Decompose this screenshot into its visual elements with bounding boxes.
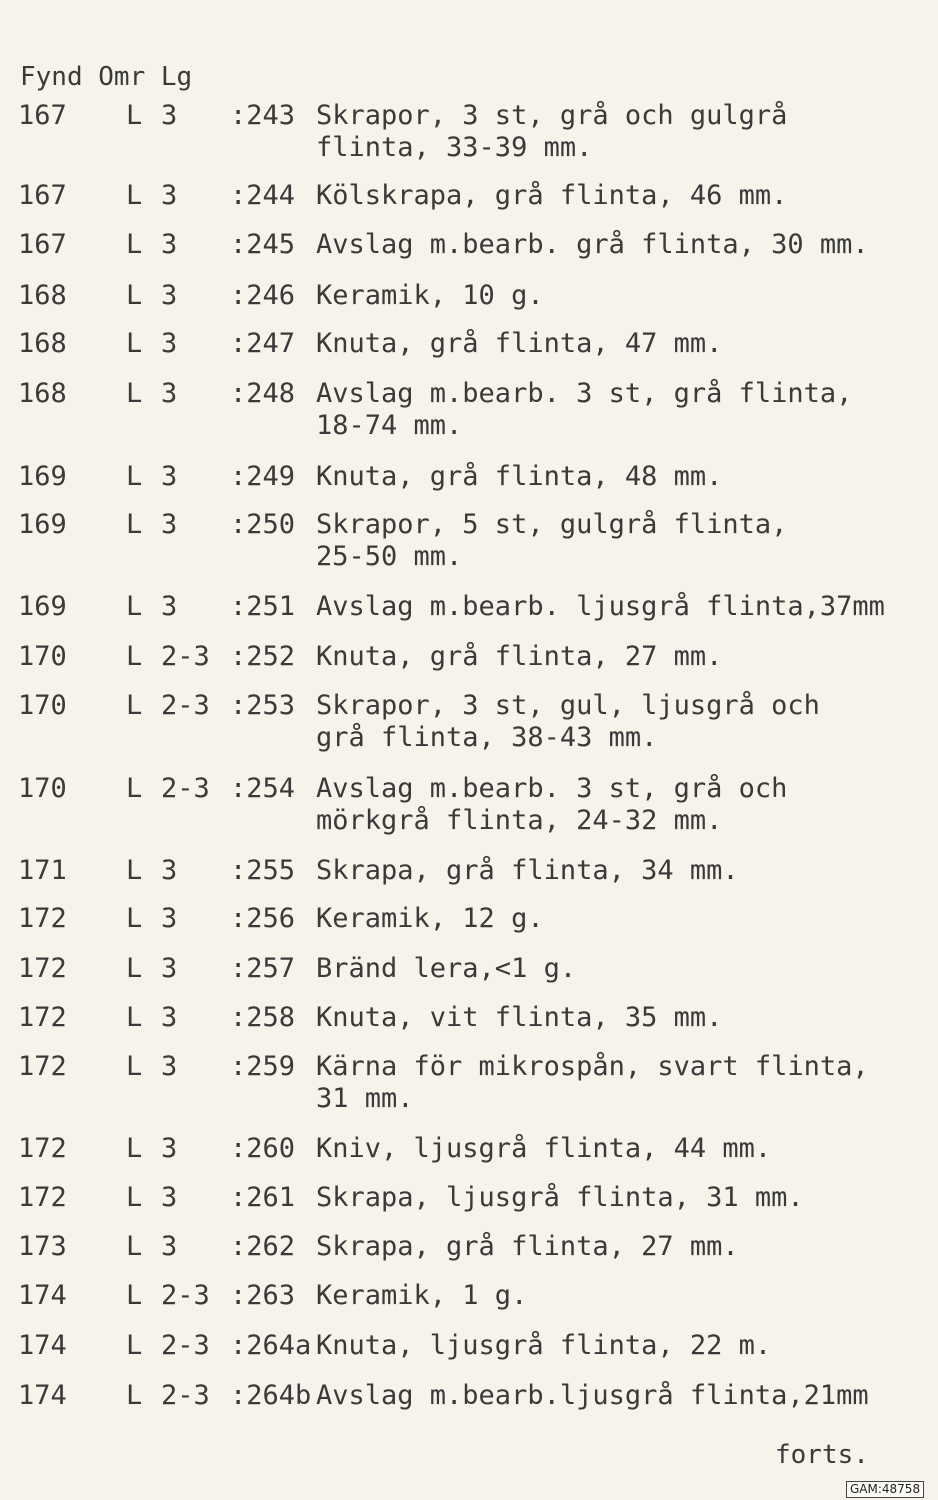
area-code: L — [126, 690, 143, 721]
fynd-number: 172 — [18, 953, 67, 984]
layer: 3 — [161, 509, 178, 540]
area-code: L — [126, 229, 143, 260]
item-description-continued: 25-50 mm. — [316, 541, 463, 572]
item-description: Knuta, grå flinta, 27 mm. — [316, 641, 723, 672]
fynd-number: 169 — [18, 509, 67, 540]
archive-stamp: GAM:48758 — [846, 1481, 924, 1498]
layer: 3 — [161, 1133, 178, 1164]
item-description: Skrapor, 5 st, gulgrå flinta, — [316, 509, 788, 540]
fynd-number: 172 — [18, 1002, 67, 1033]
item-number: :248 — [230, 378, 296, 409]
area-code: L — [126, 1051, 143, 1082]
fynd-number: 170 — [18, 641, 67, 672]
layer: 2-3 — [161, 1330, 210, 1361]
fynd-number: 172 — [18, 1133, 67, 1164]
fynd-number: 169 — [18, 461, 67, 492]
area-code: L — [126, 1002, 143, 1033]
layer: 3 — [161, 1002, 178, 1033]
area-code: L — [126, 773, 143, 804]
layer: 3 — [161, 328, 178, 359]
header-lg: Lg — [160, 62, 193, 92]
item-description-continued: flinta, 33-39 mm. — [316, 132, 593, 163]
fynd-number: 172 — [18, 903, 67, 934]
fynd-number: 174 — [18, 1280, 67, 1311]
item-description: Keramik, 10 g. — [316, 280, 544, 311]
item-number: :264b — [230, 1380, 312, 1411]
layer: 3 — [161, 1231, 178, 1262]
continued-note: forts. — [775, 1440, 869, 1470]
item-description: Skrapor, 3 st, gul, ljusgrå och — [316, 690, 820, 721]
item-description: Keramik, 12 g. — [316, 903, 544, 934]
item-description: Avslag m.bearb. 3 st, grå flinta, — [316, 378, 853, 409]
area-code: L — [126, 591, 143, 622]
area-code: L — [126, 509, 143, 540]
header-fynd: Fynd — [20, 62, 83, 92]
item-number: :250 — [230, 509, 296, 540]
layer: 3 — [161, 378, 178, 409]
item-description: Avslag m.bearb. grå flinta, 30 mm. — [316, 229, 869, 260]
fynd-number: 170 — [18, 773, 67, 804]
fynd-number: 167 — [18, 180, 67, 211]
fynd-number: 170 — [18, 690, 67, 721]
layer: 3 — [161, 1182, 178, 1213]
item-description: Kärna för mikrospån, svart flinta, — [316, 1051, 869, 1082]
item-description-continued: 31 mm. — [316, 1083, 414, 1114]
item-number: :264a — [230, 1330, 312, 1361]
fynd-number: 171 — [18, 855, 67, 886]
area-code: L — [126, 100, 143, 131]
fynd-number: 174 — [18, 1380, 67, 1411]
layer: 3 — [161, 180, 178, 211]
layer: 3 — [161, 953, 178, 984]
item-description: Kölskrapa, grå flinta, 46 mm. — [316, 180, 788, 211]
item-description: Knuta, ljusgrå flinta, 22 m. — [316, 1330, 772, 1361]
item-description: Knuta, grå flinta, 47 mm. — [316, 328, 723, 359]
item-description-continued: mörkgrå flinta, 24-32 mm. — [316, 805, 723, 836]
item-number: :252 — [230, 641, 296, 672]
item-description: Knuta, grå flinta, 48 mm. — [316, 461, 723, 492]
item-number: :261 — [230, 1182, 296, 1213]
item-description: Bränd lera,<1 g. — [316, 953, 577, 984]
column-header — [20, 62, 192, 92]
area-code: L — [126, 1380, 143, 1411]
fynd-number: 168 — [18, 280, 67, 311]
area-code: L — [126, 378, 143, 409]
item-description: Avslag m.bearb. 3 st, grå och — [316, 773, 788, 804]
item-number: :258 — [230, 1002, 296, 1033]
item-description: Skrapor, 3 st, grå och gulgrå — [316, 100, 788, 131]
area-code: L — [126, 855, 143, 886]
layer: 2-3 — [161, 641, 210, 672]
fynd-number: 172 — [18, 1051, 67, 1082]
area-code: L — [126, 1231, 143, 1262]
item-description: Skrapa, ljusgrå flinta, 31 mm. — [316, 1182, 804, 1213]
item-number: :263 — [230, 1280, 296, 1311]
layer: 2-3 — [161, 690, 210, 721]
item-description-continued: 18-74 mm. — [316, 410, 463, 441]
area-code: L — [126, 953, 143, 984]
layer: 3 — [161, 903, 178, 934]
item-description-continued: grå flinta, 38-43 mm. — [316, 722, 658, 753]
layer: 2-3 — [161, 773, 210, 804]
area-code: L — [126, 1133, 143, 1164]
area-code: L — [126, 328, 143, 359]
item-number: :255 — [230, 855, 296, 886]
area-code: L — [126, 1280, 143, 1311]
fynd-number: 169 — [18, 591, 67, 622]
area-code: L — [126, 1182, 143, 1213]
item-number: :256 — [230, 903, 296, 934]
fynd-number: 173 — [18, 1231, 67, 1262]
item-description: Skrapa, grå flinta, 34 mm. — [316, 855, 739, 886]
item-description: Avslag m.bearb. ljusgrå flinta,37mm — [316, 591, 885, 622]
area-code: L — [126, 180, 143, 211]
item-number: :254 — [230, 773, 296, 804]
item-number: :249 — [230, 461, 296, 492]
item-number: :262 — [230, 1231, 296, 1262]
fynd-number: 168 — [18, 378, 67, 409]
header-omr: Omr — [98, 62, 146, 92]
layer: 3 — [161, 229, 178, 260]
layer: 2-3 — [161, 1280, 210, 1311]
area-code: L — [126, 903, 143, 934]
item-description: Keramik, 1 g. — [316, 1280, 528, 1311]
fynd-number: 167 — [18, 229, 67, 260]
item-number: :251 — [230, 591, 296, 622]
item-description: Kniv, ljusgrå flinta, 44 mm. — [316, 1133, 772, 1164]
layer: 3 — [161, 461, 178, 492]
layer: 3 — [161, 591, 178, 622]
fynd-number: 172 — [18, 1182, 67, 1213]
item-description: Avslag m.bearb.ljusgrå flinta,21mm — [316, 1380, 869, 1411]
item-description: Skrapa, grå flinta, 27 mm. — [316, 1231, 739, 1262]
area-code: L — [126, 280, 143, 311]
area-code: L — [126, 641, 143, 672]
item-number: :245 — [230, 229, 296, 260]
item-number: :246 — [230, 280, 296, 311]
layer: 2-3 — [161, 1380, 210, 1411]
fynd-number: 168 — [18, 328, 67, 359]
item-number: :247 — [230, 328, 296, 359]
fynd-number: 174 — [18, 1330, 67, 1361]
item-description: Knuta, vit flinta, 35 mm. — [316, 1002, 723, 1033]
item-number: :253 — [230, 690, 296, 721]
layer: 3 — [161, 1051, 178, 1082]
item-number: :259 — [230, 1051, 296, 1082]
layer: 3 — [161, 280, 178, 311]
area-code: L — [126, 461, 143, 492]
layer: 3 — [161, 100, 178, 131]
fynd-number: 167 — [18, 100, 67, 131]
layer: 3 — [161, 855, 178, 886]
item-number: :243 — [230, 100, 296, 131]
item-number: :244 — [230, 180, 296, 211]
item-number: :257 — [230, 953, 296, 984]
area-code: L — [126, 1330, 143, 1361]
item-number: :260 — [230, 1133, 296, 1164]
